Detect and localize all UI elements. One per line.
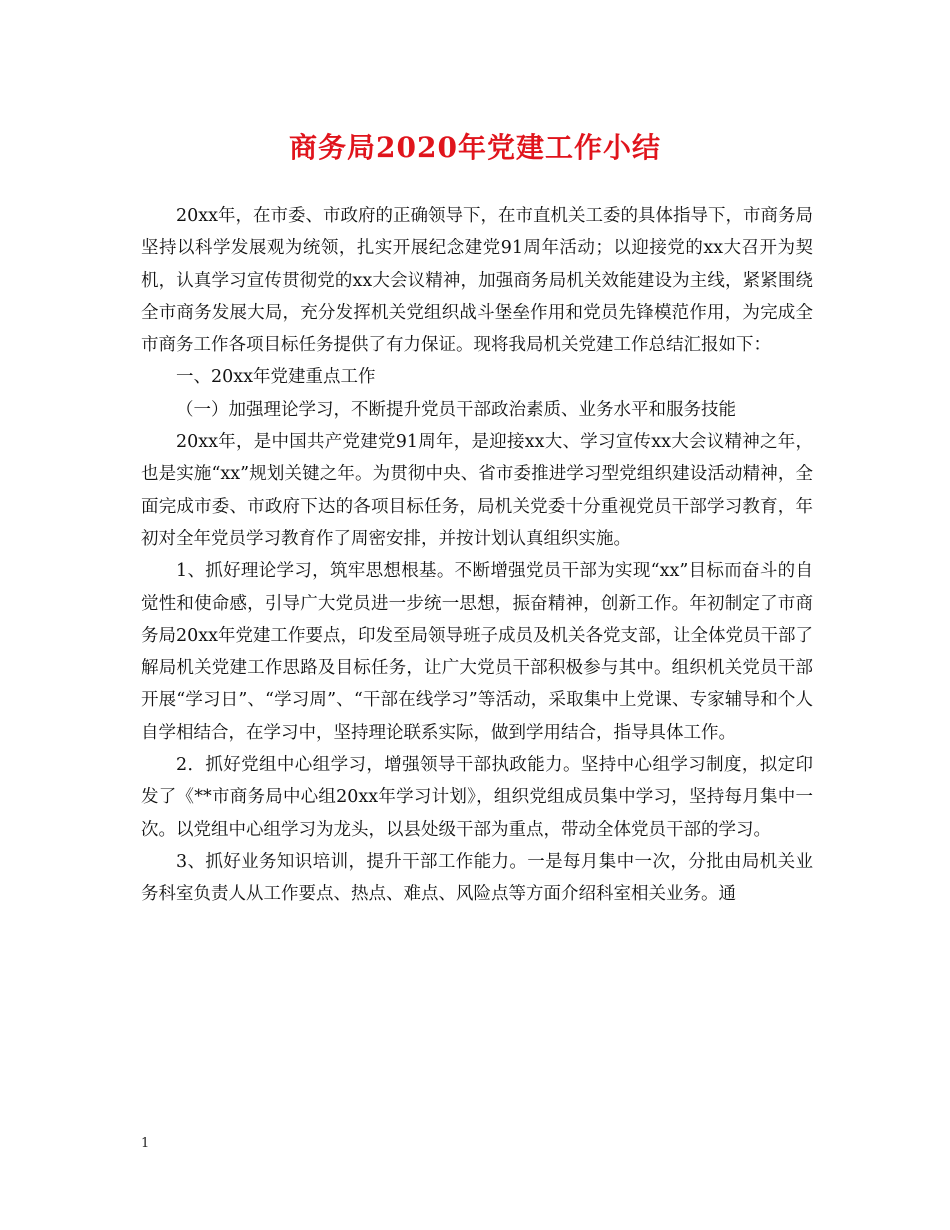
- paragraph-item-1: 1、抓好理论学习，筑牢思想根基。不断增强党员干部为实现“xx”目标而奋斗的自觉性和使命感，引导广大党员进一步统一思想，振奋精神，创新工作。年初制定了市商务局20xx年党建工作要点，印发至局领导班子成员及机关各党支部，让全体党员干部了解局机关党建工作思路及目标任务，让广大党员干部积极参与其中。组织机关党员干部开展“学习日”、“学习周”、“干部在线学习”等活动，采取集中上党课、专家辅导和个人自学相结合，在学习中，坚持理论联系实际，做到学用结合，指导具体工作。: [141, 561, 814, 743]
- document-body: [141, 200, 813, 911]
- paragraph-item-3: 3、抓好业务知识培训，提升干部工作能力。一是每月集中一次，分批由局机关业务科室负责人从工作要点、热点、难点、风险点等方面介绍科室相关业务。通: [141, 851, 813, 905]
- document-title: 商务局2020年党建工作小结: [289, 131, 661, 164]
- paragraph-intro: 20xx年，在市委、市政府的正确领导下，在市直机关工委的具体指导下，市商务局坚持以科学发展观为统领，扎实开展纪念建党91周年活动；以迎接党的xx大召开为契机，认真学习宣传贯彻党的xx大会议精神，加强商务局机关效能建设为主线，紧紧围绕全市商务发展大局，充分发挥机关党组织战斗堡垒作用和党员先锋模范作用，为完成全市商务工作各项目标任务提供了有力保证。现将我局机关党建工作总结汇报如下：: [141, 206, 814, 356]
- page-number: 1: [141, 1136, 150, 1151]
- paragraph-item-2: 2．抓好党组中心组学习，增强领导干部执政能力。坚持中心组学习制度，拟定印发了《**市商务局中心组20xx年学习计划》，组织党组成员集中学习，坚持每月集中一次。以党组中心组学习为龙头，以县处级干部为重点，带动全体党员干部的学习。: [141, 755, 813, 840]
- subsection-heading-1: （一）加强理论学习，不断提升党员干部政治素质、业务水平和服务技能: [176, 399, 736, 420]
- section-heading-1: 一、20xx年党建重点工作: [176, 367, 376, 388]
- paragraph-background: 20xx年，是中国共产党建党91周年，是迎接xx大、学习宣传xx大会议精神之年，也是实施“xx”规划关键之年。为贯彻中央、省市委推进学习型党组织建设活动精神，全面完成市委、市政府下达的各项目标任务，局机关党委十分重视党员干部学习教育，年初对全年党员学习教育作了周密安排，并按计划认真组织实施。: [141, 432, 813, 549]
